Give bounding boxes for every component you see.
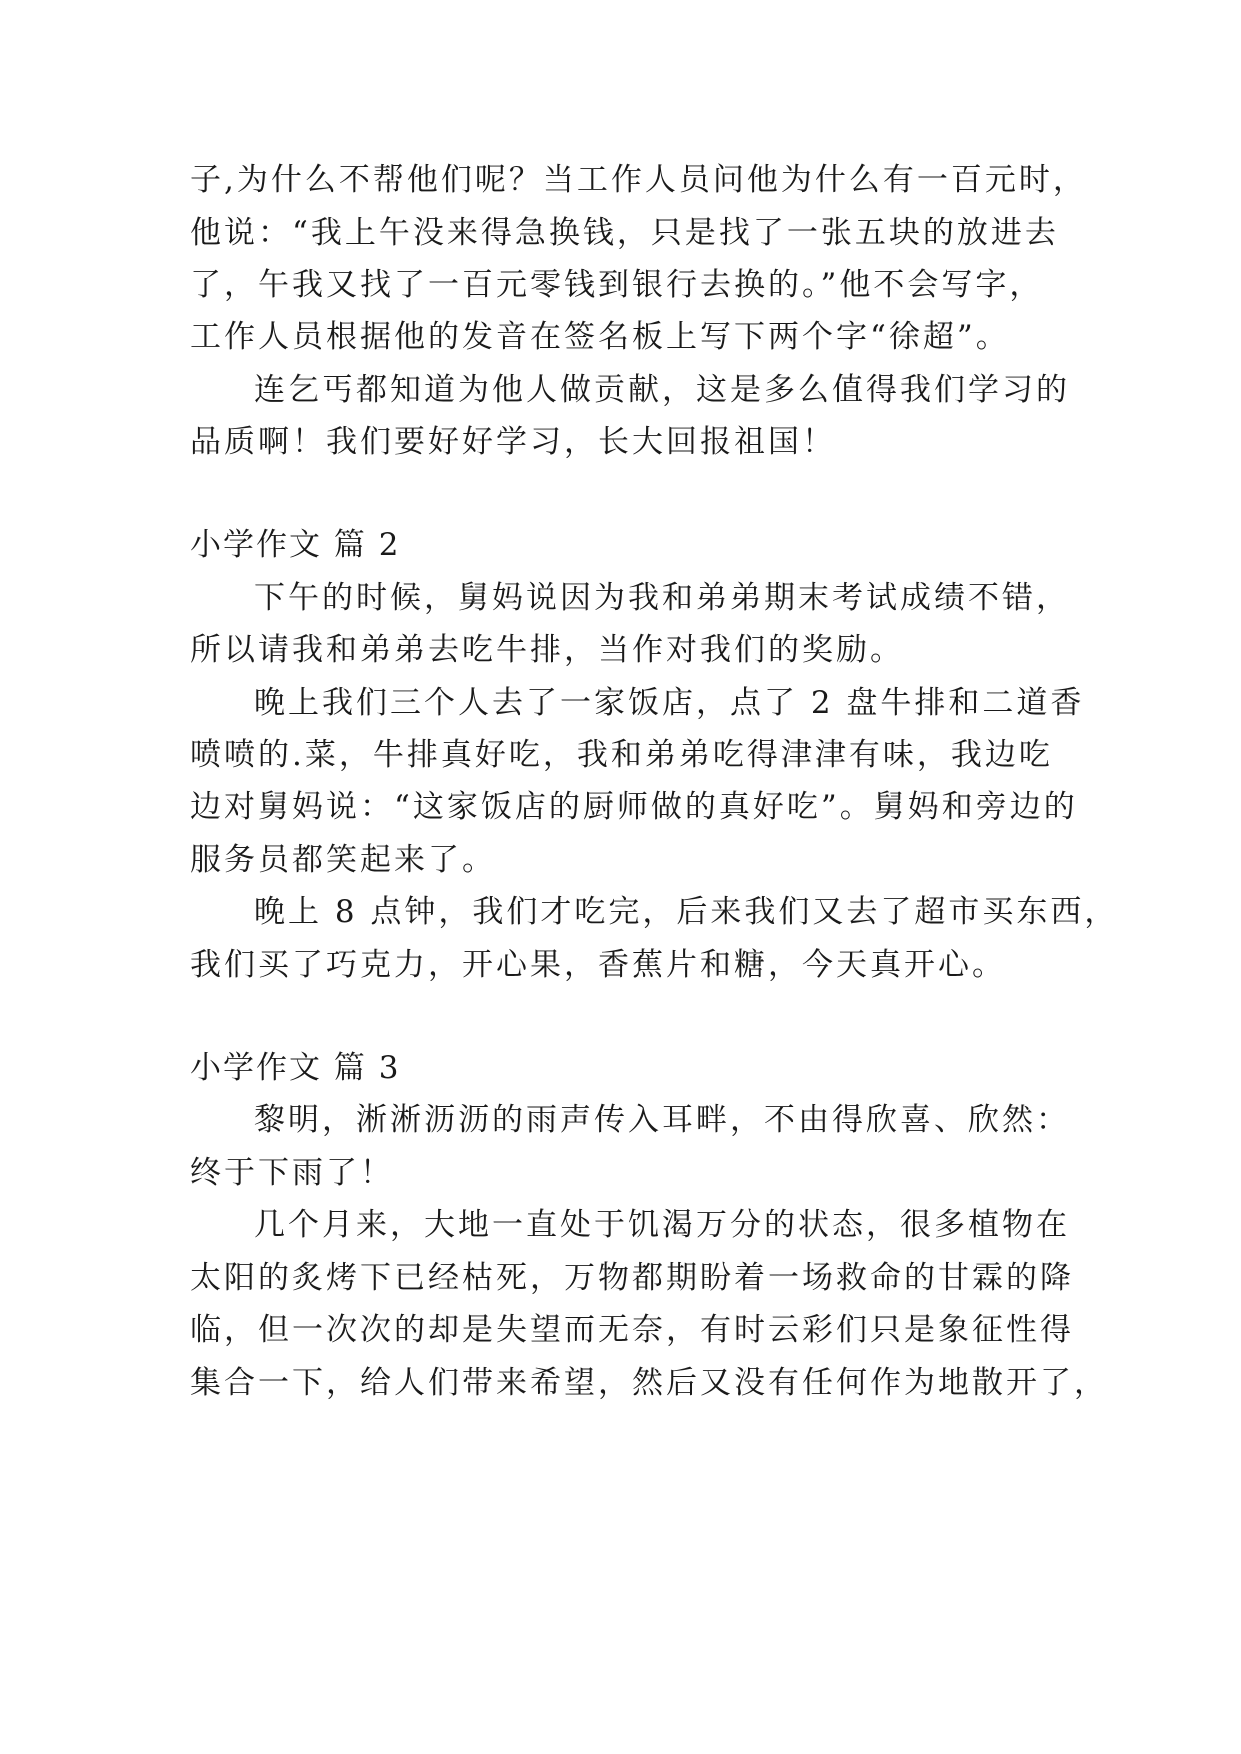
- section-heading-3: 小学作文 篇 3: [190, 1050, 401, 1086]
- paragraph-start-line: 晚上我们三个人去了一家饭店，点了 2 盘牛排和二道香: [254, 685, 1085, 721]
- text-line: 喷喷的.菜，牛排真好吃，我和弟弟吃得津津有味，我边吃: [190, 737, 1053, 773]
- paragraph-start-line: 几个月来，大地一直处于饥渴万分的状态，很多植物在: [254, 1207, 1070, 1243]
- paragraph-start-line: 晚上 8 点钟，我们才吃完，后来我们又去了超市买东西，: [254, 894, 1119, 930]
- text-line: 了，午我又找了一百元零钱到银行去换的。”他不会写字，: [190, 267, 1044, 303]
- text-line: 他说：“我上午没来得急换钱，只是找了一张五块的放进去: [190, 215, 1059, 251]
- text-line: 集合一下，给人们带来希望，然后又没有任何作为地散开了，: [190, 1365, 1108, 1401]
- text-line: 品质啊！我们要好好学习，长大回报祖国！: [190, 424, 836, 460]
- text-line: 我们买了巧克力，开心果，香蕉片和糖，今天真开心。: [190, 947, 1006, 983]
- text-line: 工作人员根据他的发音在签名板上写下两个字“徐超”。: [190, 319, 1010, 355]
- text-line: 子,为什么不帮他们呢？当工作人员问他为什么有一百元时，: [190, 162, 1087, 198]
- text-line: 临，但一次次的却是失望而无奈，有时云彩们只是象征性得: [190, 1312, 1074, 1348]
- paragraph-start-line: 下午的时候，舅妈说因为我和弟弟期末考试成绩不错，: [254, 580, 1070, 616]
- text-line: 所以请我和弟弟去吃牛排，当作对我们的奖励。: [190, 632, 904, 668]
- paragraph-start-line: 黎明，淅淅沥沥的雨声传入耳畔，不由得欣喜、欣然：: [254, 1102, 1070, 1138]
- text-line: 太阳的炙烤下已经枯死，万物都期盼着一场救命的甘霖的降: [190, 1260, 1074, 1296]
- text-line: 终于下雨了！: [190, 1155, 394, 1191]
- paragraph-start-line: 连乞丐都知道为他人做贡献，这是多么值得我们学习的: [254, 372, 1070, 408]
- section-heading-2: 小学作文 篇 2: [190, 527, 401, 563]
- text-line: 服务员都笑起来了。: [190, 842, 496, 878]
- text-line: 边对舅妈说：“这家饭店的厨师做的真好吃”。舅妈和旁边的: [190, 789, 1078, 825]
